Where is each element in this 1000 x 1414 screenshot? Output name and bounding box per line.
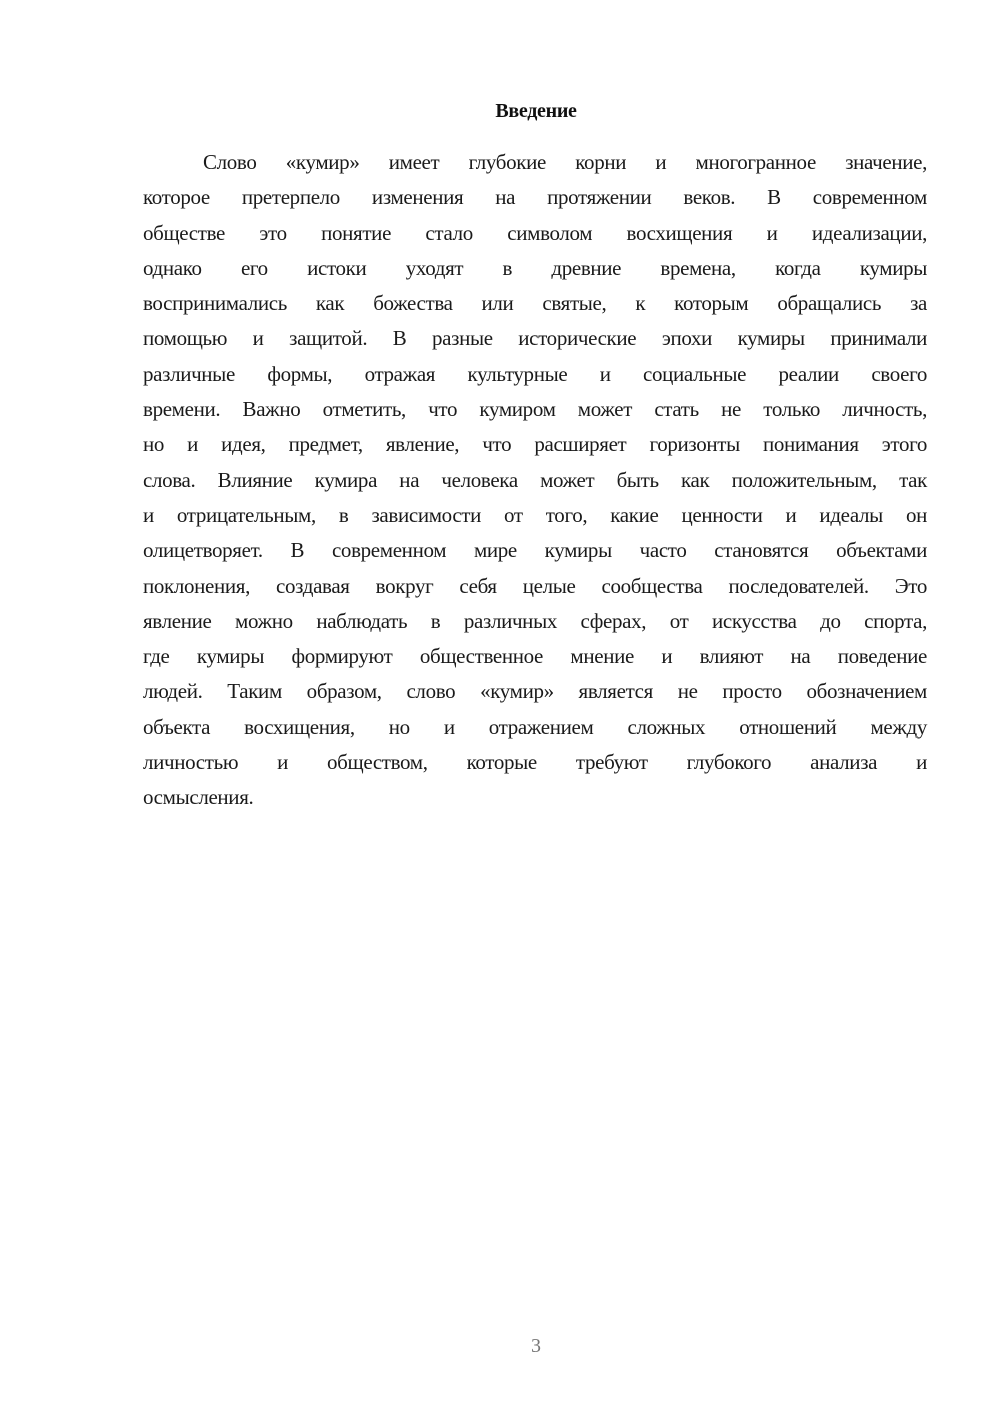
paragraph-line: где кумиры формируют общественное мнение и влияют на поведение xyxy=(143,644,927,669)
paragraph-line: людей. Таким образом, слово «кумир» является не просто обозначением xyxy=(143,679,927,704)
body-paragraph xyxy=(143,145,927,816)
paragraph-line: осмысления. xyxy=(143,785,254,810)
paragraph-line: времени. Важно отметить, что кумиром может стать не только личность, xyxy=(143,397,927,422)
paragraph-line: обществе это понятие стало символом восхищения и идеализации, xyxy=(143,220,927,245)
paragraph-line: поклонения, создавая вокруг себя целые сообщества последователей. Это xyxy=(143,573,927,598)
paragraph-line: которое претерпело изменения на протяжении веков. В современном xyxy=(143,185,927,210)
paragraph-line: объекта восхищения, но и отражением сложных отношений между xyxy=(143,714,927,739)
paragraph-line: слова. Влияние кумира на человека может быть как положительным, так xyxy=(143,467,927,492)
paragraph-line: и отрицательным, в зависимости от того, какие ценности и идеалы он xyxy=(143,502,927,527)
paragraph-line: помощью и защитой. В разные исторические эпохи кумиры принимали xyxy=(143,326,927,351)
paragraph-line: явление можно наблюдать в различных сферах, от искусства до спорта, xyxy=(143,608,927,633)
page-number: 3 xyxy=(531,1335,541,1357)
section-heading: Введение xyxy=(495,100,577,122)
paragraph-line: но и идея, предмет, явление, что расширяет горизонты понимания этого xyxy=(143,432,927,457)
paragraph-line: личностью и обществом, которые требуют глубокого анализа и xyxy=(143,750,927,775)
paragraph-line: Слово «кумир» имеет глубокие корни и многогранное значение, xyxy=(203,150,927,174)
paragraph-line: воспринимались как божества или святые, к которым обращались за xyxy=(143,291,927,316)
paragraph-line: олицетворяет. В современном мире кумиры часто становятся объектами xyxy=(143,538,927,563)
paragraph-line: однако его истоки уходят в древние времена, когда кумиры xyxy=(143,255,927,280)
paragraph-line: различные формы, отражая культурные и социальные реалии своего xyxy=(143,361,927,386)
